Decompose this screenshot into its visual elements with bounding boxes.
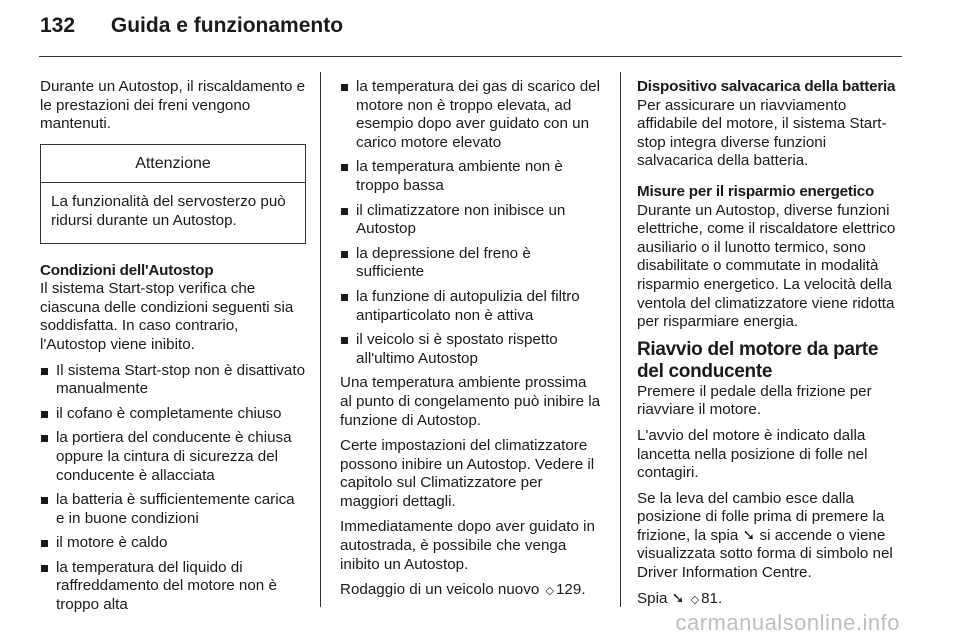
paragraph: Immediatamente dopo aver guidato in autostrada, è possibile che venga inibito un Autostop.: [340, 518, 595, 573]
header-rule: [39, 56, 902, 57]
column-2: [340, 78, 602, 608]
page-reference[interactable]: 81.: [701, 589, 723, 607]
page-header: [40, 14, 343, 38]
warning-box: [40, 144, 306, 244]
spia-label: Spia: [637, 589, 668, 607]
warning-text: La funzionalità del servosterzo può ridursi durante un Autostop.: [51, 193, 286, 229]
page-reference-arrow-icon: ◇: [545, 585, 554, 598]
list-item: il motore è caldo: [40, 534, 306, 553]
page-reference-arrow-icon: ◇: [690, 593, 700, 606]
list-item: il cofano è completamente chiuso: [40, 405, 306, 424]
paragraph: Una temperatura ambiente prossima al punto di congelamento può inibire la funzione di Autostop.: [340, 374, 601, 429]
page-number: 132: [40, 14, 76, 37]
list-item: il climatizzatore non inibisce un Autostop: [340, 202, 602, 239]
column-divider-2: [620, 72, 621, 607]
conditions-heading: Condizioni dell'Autostop: [40, 261, 214, 279]
engine-warning-icon: ➘: [742, 526, 756, 544]
battery-saver-heading: Dispositivo salvacarica della batteria: [637, 78, 896, 95]
list-item: la batteria è sufficientemente carica e in buone condizioni: [40, 491, 306, 528]
page-title: Guida e funzionamento: [110, 14, 344, 37]
energy-saving-text: Durante un Autostop, diverse funzioni elettriche, come il riscaldatore elettrico ausiliario o il lunotto termico, sono disabilitate o commutate in modalità risparmio energetico. La velocità della ventola del climatizzatore viene ridotta per risparmiare energia.: [637, 201, 896, 331]
column-1: [40, 78, 306, 621]
watermark: carmanualsonline.info: [675, 610, 900, 635]
restart-heading: Riavvio del motore da parte del conducente: [637, 338, 879, 382]
column-divider-1: [320, 72, 321, 607]
restart-text: Premere il pedale della frizione per riavviare il motore.: [637, 382, 872, 419]
intro-paragraph: Durante un Autostop, il riscaldamento e le prestazioni dei freni vengono mantenuti.: [40, 78, 306, 133]
list-item: la funzione di autopulizia del filtro antiparticolato non è attiva: [340, 288, 602, 325]
battery-saver-text: Per assicurare un riavviamento affidabile del motore, il sistema Start-stop integra diverse funzioni salvacarica della batteria.: [637, 96, 887, 170]
warning-title: Attenzione: [41, 145, 305, 184]
conditions-text: Il sistema Start-stop verifica che ciascuna delle condizioni seguenti sia soddisfatta. In caso contrario, l'Autostop viene inibito.: [40, 280, 294, 353]
engine-warning-icon: ➘: [671, 589, 685, 607]
cross-reference-paragraph: [340, 581, 602, 601]
restart-indication-text: L'avvio del motore è indicato dalla lancetta nella posizione di folle nel contagiri.: [637, 426, 868, 482]
reference-text: Rodaggio di un veicolo nuovo: [340, 581, 540, 599]
list-item: la depressione del freno è sufficiente: [340, 245, 602, 282]
list-item: il veicolo si è spostato rispetto all'ultimo Autostop: [340, 331, 602, 368]
conditions-list: [40, 362, 306, 615]
warning-light-paragraph: Se la leva del cambio esce dalla posizione di folle prima di premere la frizione, la spia ➘ si accende o viene visualizzata sotto forma di simbolo nel Driver Information Centre.: [637, 489, 893, 582]
spia-reference: [637, 590, 903, 610]
conditions-list-continued: [340, 78, 602, 368]
list-item: la temperatura dei gas di scarico del motore non è troppo elevata, ad esempio dopo aver guidato con un carico motore elevato: [340, 78, 602, 152]
column-3: [637, 78, 903, 616]
page-reference[interactable]: 129.: [555, 581, 586, 599]
paragraph: Certe impostazioni del climatizzatore possono inibire un Autostop. Vedere il capitolo sul Climatizzatore per maggiori dettagli.: [340, 437, 595, 510]
list-item: la temperatura ambiente non è troppo bassa: [340, 158, 602, 195]
energy-saving-heading: Misure per il risparmio energetico: [637, 182, 875, 200]
list-item: la temperatura del liquido di raffreddamento del motore non è troppo alta: [40, 559, 306, 615]
list-item: Il sistema Start-stop non è disattivato manualmente: [40, 362, 306, 399]
list-item: la portiera del conducente è chiusa oppure la cintura di sicurezza del conducente è allacciata: [40, 429, 306, 485]
